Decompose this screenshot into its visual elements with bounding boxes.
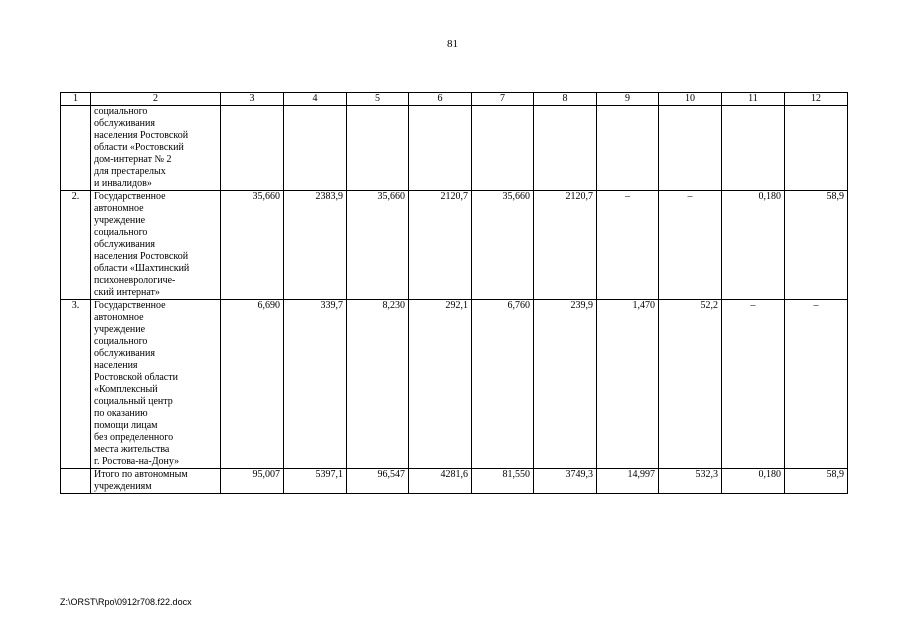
value-cell: – [659, 191, 722, 300]
value-cell: 5397,1 [284, 469, 347, 494]
value-cell [722, 106, 785, 191]
value-cell: 96,547 [347, 469, 409, 494]
value-cell: 1,470 [597, 300, 659, 469]
value-cell [597, 106, 659, 191]
value-cell: 8,230 [347, 300, 409, 469]
value-cell: 0,180 [722, 191, 785, 300]
table-row [61, 106, 848, 191]
value-cell: 35,660 [221, 191, 284, 300]
table-row-total [61, 469, 848, 494]
header-cell: 4 [284, 93, 347, 106]
header-cell: 1 [61, 93, 91, 106]
value-cell: 3749,3 [534, 469, 597, 494]
value-cell: 292,1 [409, 300, 472, 469]
value-cell [785, 106, 848, 191]
value-cell: 2120,7 [534, 191, 597, 300]
header-cell: 6 [409, 93, 472, 106]
row-index [61, 469, 91, 494]
value-cell: 35,660 [347, 191, 409, 300]
table-header-row [61, 93, 848, 106]
file-path-footer: Z:\ORST\Rpo\0912r708.f22.docx [60, 597, 192, 607]
budget-table [60, 92, 848, 494]
value-cell: – [785, 300, 848, 469]
value-cell: 339,7 [284, 300, 347, 469]
row-index: 3. [61, 300, 91, 469]
value-cell: 81,550 [472, 469, 534, 494]
value-cell: 35,660 [472, 191, 534, 300]
value-cell [472, 106, 534, 191]
value-cell: 52,2 [659, 300, 722, 469]
header-cell: 2 [91, 93, 221, 106]
institution-name: Государственное автономное учреждение социального обслуживания населения Ростовской области «Комплексный социальный центр по оказанию помощи лицам без определенного места жительства г. Ростова-на-Дону» [91, 300, 221, 469]
value-cell: – [597, 191, 659, 300]
institution-name: социального обслуживания населения Ростовской области «Ростовский дом-интернат № 2 для престарелых и инвалидов» [91, 106, 221, 191]
value-cell [409, 106, 472, 191]
header-cell: 7 [472, 93, 534, 106]
institution-name: Государственное автономное учреждение социального обслуживания населения Ростовской области «Шахтинский психоневрологиче- ский интернат» [91, 191, 221, 300]
value-cell [659, 106, 722, 191]
value-cell [221, 106, 284, 191]
header-cell: 11 [722, 93, 785, 106]
value-cell: 6,760 [472, 300, 534, 469]
value-cell [347, 106, 409, 191]
value-cell: – [722, 300, 785, 469]
row-index [61, 106, 91, 191]
value-cell: 239,9 [534, 300, 597, 469]
header-cell: 12 [785, 93, 848, 106]
table-row [61, 191, 848, 300]
header-cell: 10 [659, 93, 722, 106]
value-cell: 95,007 [221, 469, 284, 494]
header-cell: 5 [347, 93, 409, 106]
value-cell: 58,9 [785, 191, 848, 300]
value-cell: 6,690 [221, 300, 284, 469]
value-cell: 532,3 [659, 469, 722, 494]
value-cell [284, 106, 347, 191]
header-cell: 9 [597, 93, 659, 106]
value-cell: 2120,7 [409, 191, 472, 300]
value-cell: 0,180 [722, 469, 785, 494]
value-cell [534, 106, 597, 191]
row-index: 2. [61, 191, 91, 300]
value-cell: 2383,9 [284, 191, 347, 300]
page-number: 81 [447, 38, 458, 50]
total-label: Итого по автономным учреждениям [91, 469, 221, 494]
header-cell: 8 [534, 93, 597, 106]
header-cell: 3 [221, 93, 284, 106]
value-cell: 58,9 [785, 469, 848, 494]
table-row [61, 300, 848, 469]
value-cell: 4281,6 [409, 469, 472, 494]
value-cell: 14,997 [597, 469, 659, 494]
